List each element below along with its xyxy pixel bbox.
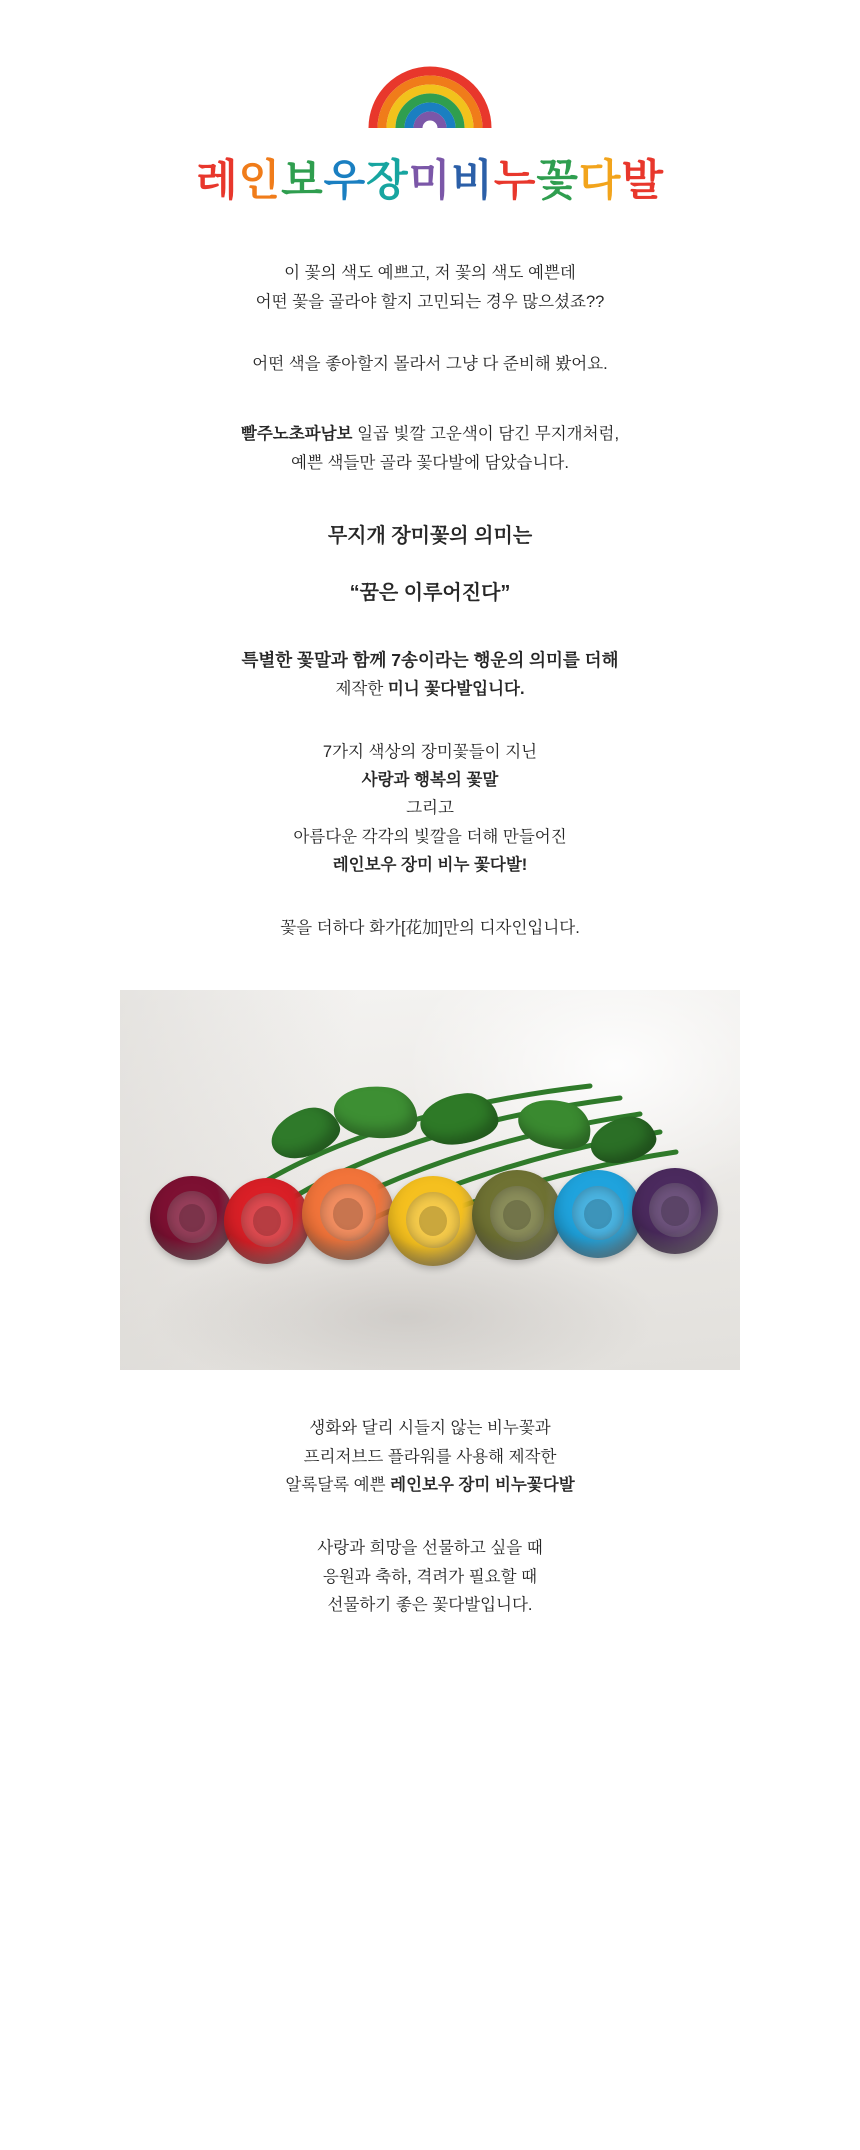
rainbow-colors-korean: 빨주노초파남보	[240, 425, 353, 444]
product-photo-wrap	[0, 990, 860, 1370]
desc-line-1: 이 꽃의 색도 예쁘고, 저 꽃의 색도 예쁜데	[284, 264, 576, 283]
desc-line-4-rest: 일곱 빛깔 고운색이 담긴 무지개처럼,	[352, 425, 620, 444]
meaning-heading: 무지개 장미꽃의 의미는	[327, 525, 533, 548]
desc-line-10: 그리고	[406, 799, 454, 818]
desc-line-2: 어떤 꽃을 골라야 할지 고민되는 경우 많으셨죠??	[255, 292, 605, 311]
spacer	[0, 1500, 860, 1534]
desc-line-5: 예쁜 색들만 골라 꽃다발에 담았습니다.	[291, 453, 569, 472]
desc-line-4	[0, 420, 860, 448]
desc-line-11: 아름다운 각각의 빛깔을 더해 만들어진	[293, 827, 567, 846]
desc-line-7-pre: 제작한	[335, 680, 388, 699]
title-char-9: 누	[493, 157, 537, 205]
description-block	[0, 259, 860, 942]
title-char-11: 다	[578, 157, 622, 205]
rose-purple	[632, 1168, 718, 1254]
title-char-5: 장	[366, 157, 409, 205]
footer-line-3-pre: 알록달록 예쁜	[285, 1476, 391, 1495]
spacer	[0, 316, 860, 350]
rainbow-header	[0, 0, 860, 132]
spacer	[0, 378, 860, 420]
title-char-1: 인	[238, 157, 282, 205]
spacer	[0, 477, 860, 519]
rose-orange	[302, 1168, 394, 1260]
desc-line-6: 특별한 꽃말과 함께 7송이라는 행운의 의미를 더해	[241, 650, 619, 671]
footer-line-3	[0, 1471, 860, 1500]
spacer	[0, 704, 860, 738]
rose-burgundy	[150, 1176, 234, 1260]
spacer	[0, 554, 860, 576]
product-photo	[120, 990, 740, 1370]
footer-line-1: 생화와 달리 시들지 않는 비누꽃과	[309, 1418, 551, 1437]
title-char-12: 발	[621, 157, 664, 205]
rose-olive	[472, 1170, 562, 1260]
page-title	[0, 158, 860, 205]
desc-line-12: 레인보우 장미 비누 꽃다발!	[332, 856, 528, 875]
title-char-10: 꽃	[536, 157, 579, 205]
title-char-8: 비	[451, 157, 494, 205]
spacer	[0, 880, 860, 914]
desc-line-8: 7가지 색상의 장미꽃들이 지닌	[322, 742, 538, 761]
footer-description	[0, 1414, 860, 1620]
meaning-quote: “꿈은 이루어진다”	[349, 582, 511, 605]
title-char-6: 미	[408, 157, 452, 205]
rose-blue	[554, 1170, 642, 1258]
title-char-3: 우	[323, 157, 367, 205]
footer-line-5: 응원과 축하, 격려가 필요할 때	[322, 1567, 538, 1586]
footer-line-6: 선물하기 좋은 꽃다발입니다.	[327, 1596, 533, 1615]
rose-yellow	[388, 1176, 478, 1266]
footer-line-2: 프리저브드 플라워를 사용해 제작한	[303, 1447, 557, 1466]
title-char-0: 레	[195, 157, 239, 205]
desc-line-7	[0, 675, 860, 703]
footer-product-name: 레인보우 장미 비누꽃다발	[390, 1476, 575, 1495]
desc-line-9: 사랑과 행복의 꽃말	[361, 771, 499, 790]
mini-bouquet-label: 미니 꽃다발입니다.	[387, 680, 525, 699]
title-char-2: 보	[281, 157, 324, 205]
desc-line-3: 어떤 색을 좋아할지 몰라서 그냥 다 준비해 봤어요.	[252, 355, 608, 374]
footer-line-4: 사랑과 희망을 선물하고 싶을 때	[317, 1539, 543, 1557]
desc-line-13: 꽃을 더하다 화가[花加]만의 디자인입니다.	[280, 918, 580, 937]
rose-red	[224, 1178, 310, 1264]
rainbow-arc-icon	[365, 60, 495, 132]
spacer	[0, 611, 860, 645]
